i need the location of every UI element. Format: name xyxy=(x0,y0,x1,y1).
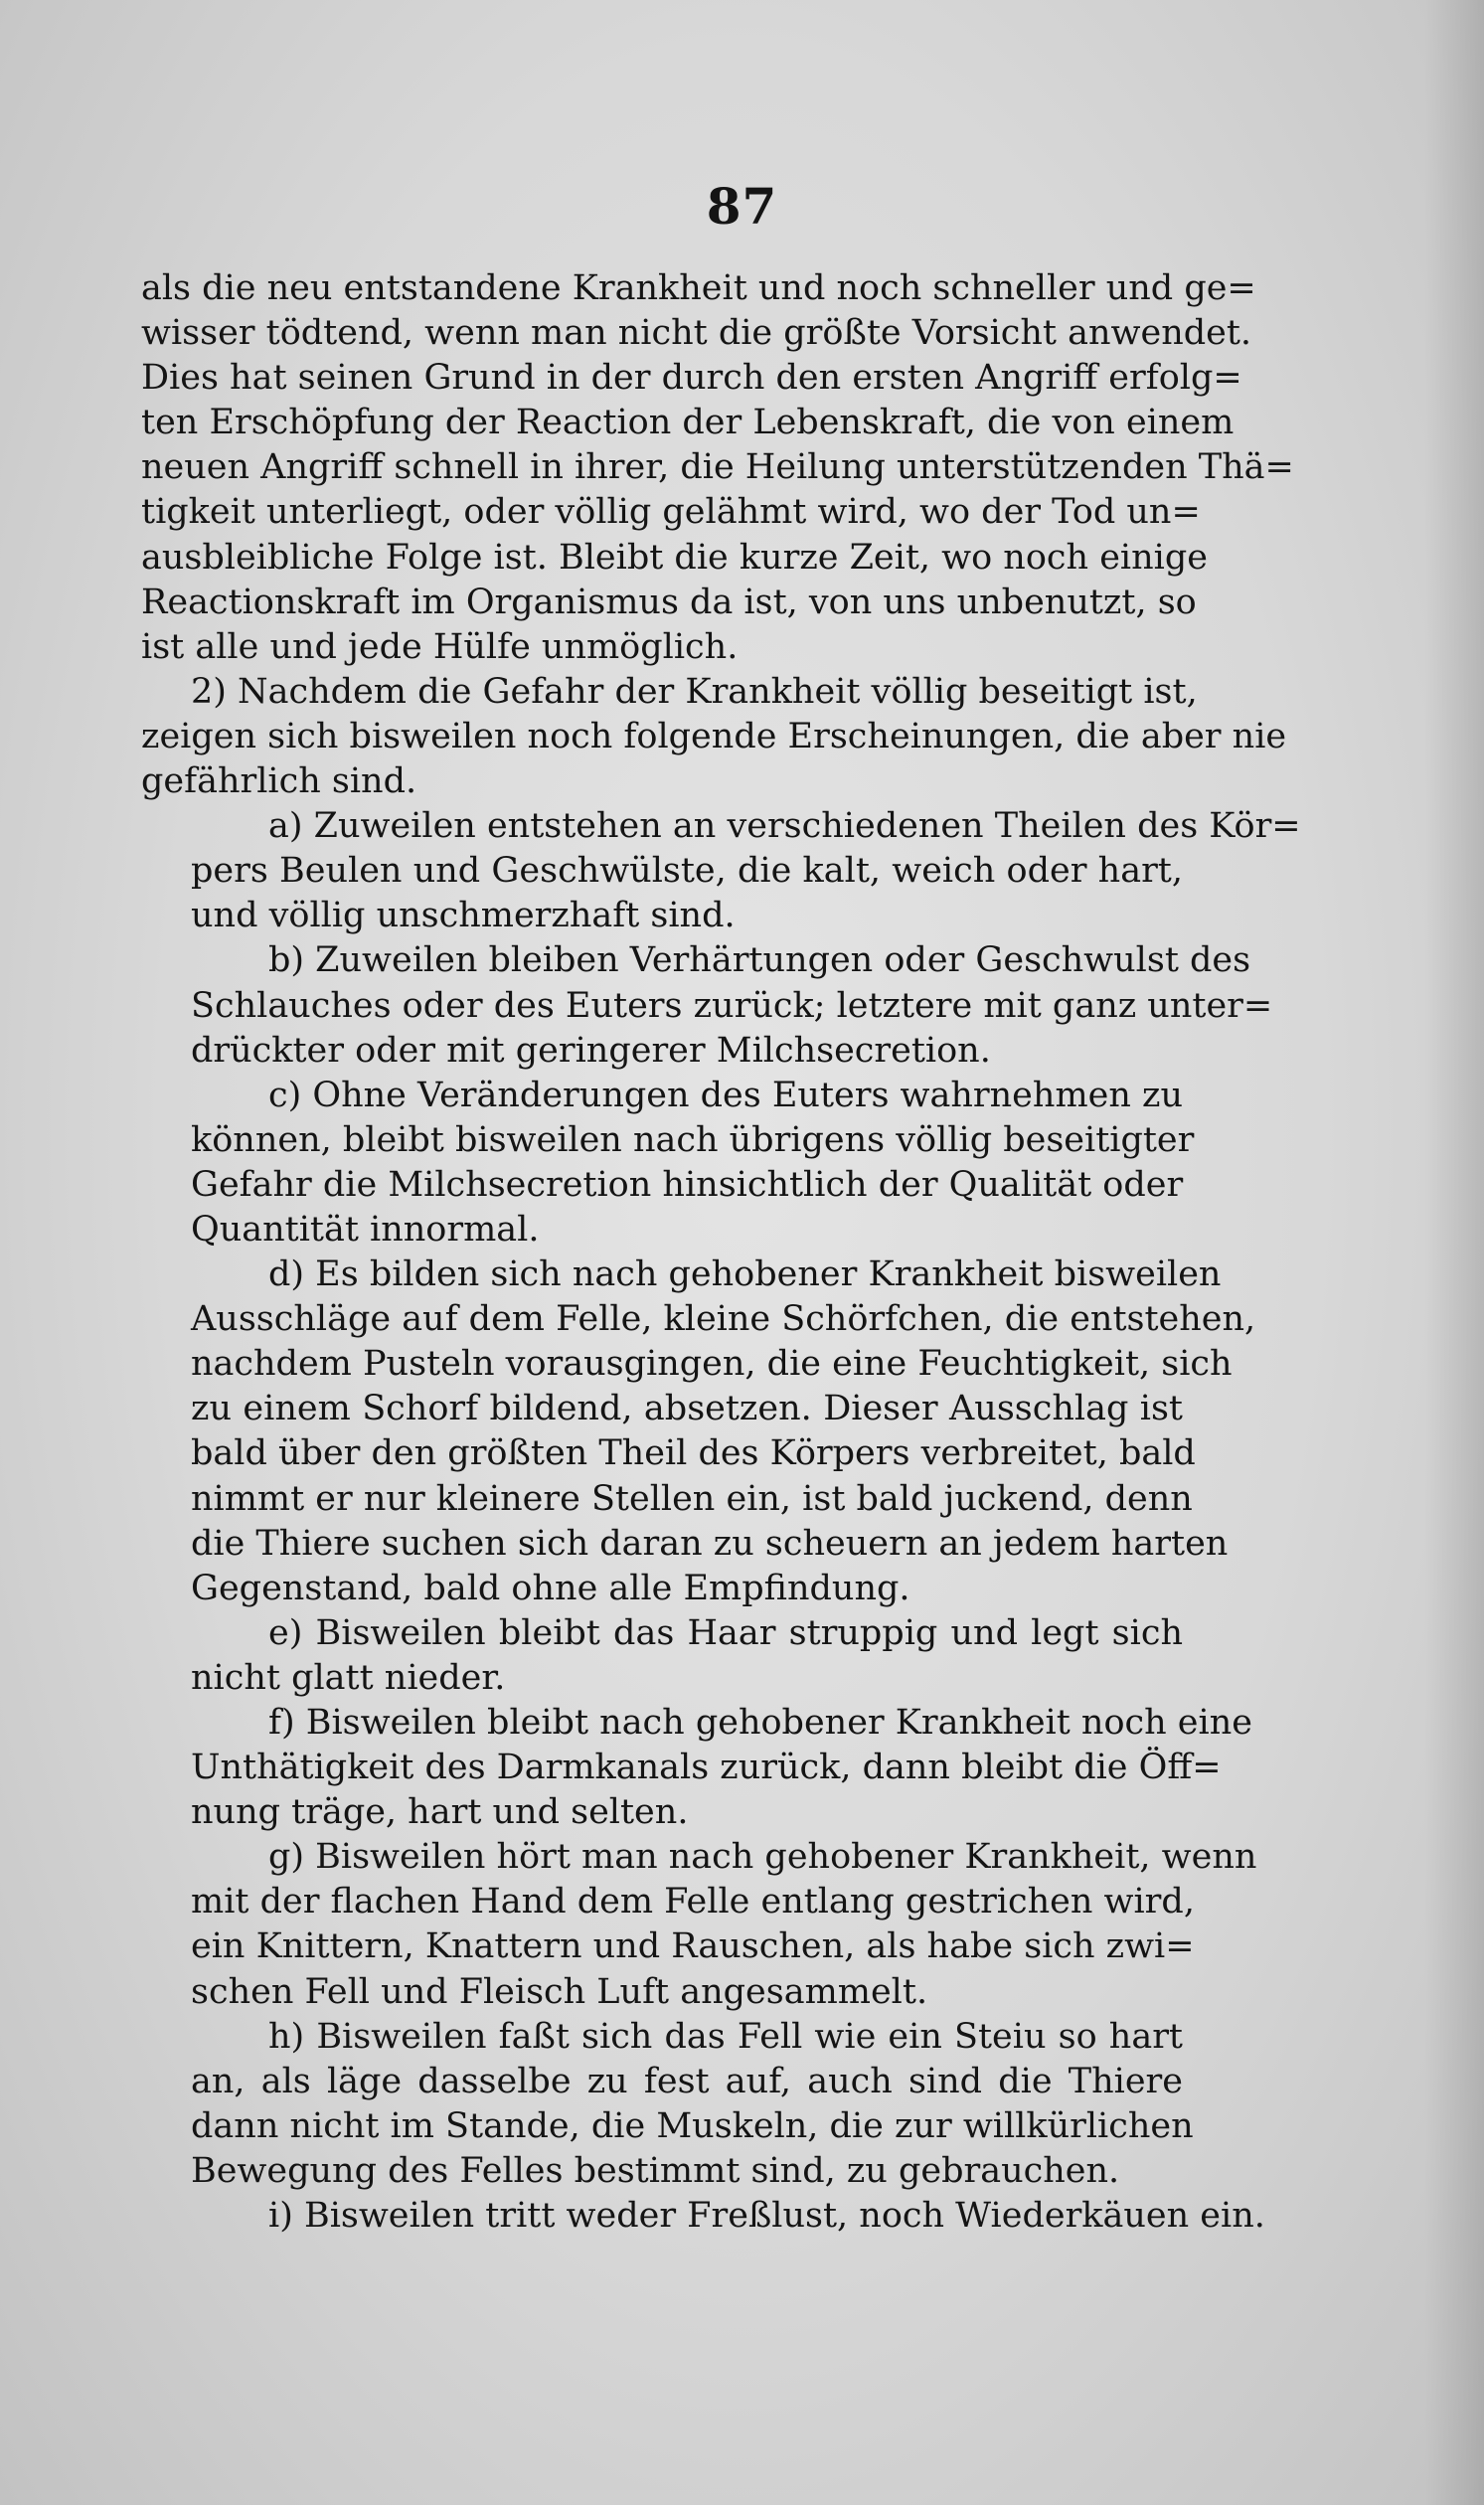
text-line: Bewegung des Felles bestimmt sind, zu gebrauchen. xyxy=(191,2150,1120,2191)
text-line: ausbleibliche Folge ist. Bleibt die kurze Zeit, wo noch einige xyxy=(141,537,1208,578)
text-line: c) Ohne Veränderungen des Euters wahrnehmen zu xyxy=(268,1075,1183,1115)
text-line: Gegenstand, bald ohne alle Empfindung. xyxy=(191,1568,910,1608)
text-line: und völlig unschmerzhaft sind. xyxy=(191,896,736,936)
text-line: Reactionskraft im Organismus da ist, von uns unbenutzt, so xyxy=(141,582,1197,622)
text-line: a) Zuweilen entstehen an verschiedenen Theilen des Kör= xyxy=(268,806,1301,847)
text-line: ten Erschöpfung der Reaction der Lebenskraft, die von einem xyxy=(141,403,1235,443)
text-line: drückter oder mit geringerer Milchsecretion. xyxy=(191,1030,991,1071)
text-line: b) Zuweilen bleiben Verhärtungen oder Geschwulst des xyxy=(268,940,1251,981)
text-line: gefährlich sind. xyxy=(141,761,417,802)
text-line: Dies hat seinen Grund in der durch den ersten Angriff erfolg= xyxy=(141,358,1242,399)
text-line: nung träge, hart und selten. xyxy=(191,1792,689,1833)
text-line: f) Bisweilen bleibt nach gehobener Krankheit noch eine xyxy=(268,1703,1252,1743)
text-line: i) Bisweilen tritt weder Freßlust, noch Wiederkäuen ein. xyxy=(268,2196,1265,2237)
page-edge-shadow xyxy=(1424,0,1484,2505)
text-line: 2) Nachdem die Gefahr der Krankheit völlig beseitigt ist, xyxy=(191,671,1198,712)
page-number: 87 xyxy=(706,177,778,236)
text-line: ist alle und jede Hülfe unmöglich. xyxy=(141,626,739,667)
text-line: an, als läge dasselbe zu fest auf, auch sind die Thiere xyxy=(191,2061,1183,2101)
text-line: können, bleibt bisweilen nach übrigens völlig beseitigter xyxy=(191,1119,1195,1160)
text-line: Ausschläge auf dem Felle, kleine Schörfchen, die entstehen, xyxy=(191,1299,1256,1340)
body-text xyxy=(141,266,1301,2239)
text-line: als die neu entstandene Krankheit und noch schneller und ge= xyxy=(141,268,1256,308)
text-line: nimmt er nur kleinere Stellen ein, ist bald juckend, denn xyxy=(191,1478,1193,1519)
text-line: mit der flachen Hand dem Felle entlang gestrichen wird, xyxy=(191,1882,1195,1922)
text-line: Schlauches oder des Euters zurück; letztere mit ganz unter= xyxy=(191,985,1273,1026)
text-line: tigkeit unterliegt, oder völlig gelähmt wird, wo der Tod un= xyxy=(141,492,1201,533)
text-line: neuen Angriff schnell in ihrer, die Heilung unterstützenden Thä= xyxy=(141,447,1294,488)
text-line: Gefahr die Milchsecretion hinsichtlich der Qualität oder xyxy=(191,1164,1184,1205)
text-line: d) Es bilden sich nach gehobener Krankheit bisweilen xyxy=(268,1254,1222,1295)
text-line: dann nicht im Stande, die Muskeln, die zur willkürlichen xyxy=(191,2105,1194,2146)
text-line: nachdem Pusteln vorausgingen, die eine Feuchtigkeit, sich xyxy=(191,1344,1233,1385)
text-line: nicht glatt nieder. xyxy=(191,1657,506,1698)
text-line: bald über den größten Theil des Körpers verbreitet, bald xyxy=(191,1433,1196,1474)
text-line: Quantität innormal. xyxy=(191,1209,540,1250)
text-line: die Thiere suchen sich daran zu scheuern an jedem harten xyxy=(191,1523,1229,1564)
text-line: wisser tödtend, wenn man nicht die größte Vorsicht anwendet. xyxy=(141,313,1252,354)
text-line: zeigen sich bisweilen noch folgende Erscheinungen, die aber nie xyxy=(141,716,1287,756)
text-line: h) Bisweilen faßt sich das Fell wie ein Steiu so hart xyxy=(268,2016,1183,2057)
text-line: Unthätigkeit des Darmkanals zurück, dann bleibt die Öff= xyxy=(191,1748,1222,1788)
text-line: ein Knittern, Knattern und Rauschen, als habe sich zwi= xyxy=(191,1926,1195,1967)
text-line: zu einem Schorf bildend, absetzen. Dieser Ausschlag ist xyxy=(191,1389,1183,1429)
text-line: pers Beulen und Geschwülste, die kalt, weich oder hart, xyxy=(191,851,1183,892)
text-line: g) Bisweilen hört man nach gehobener Krankheit, wenn xyxy=(268,1837,1257,1878)
text-line: schen Fell und Fleisch Luft angesammelt. xyxy=(191,1971,928,2012)
text-line: e) Bisweilen bleibt das Haar struppig und legt sich xyxy=(268,1612,1183,1653)
